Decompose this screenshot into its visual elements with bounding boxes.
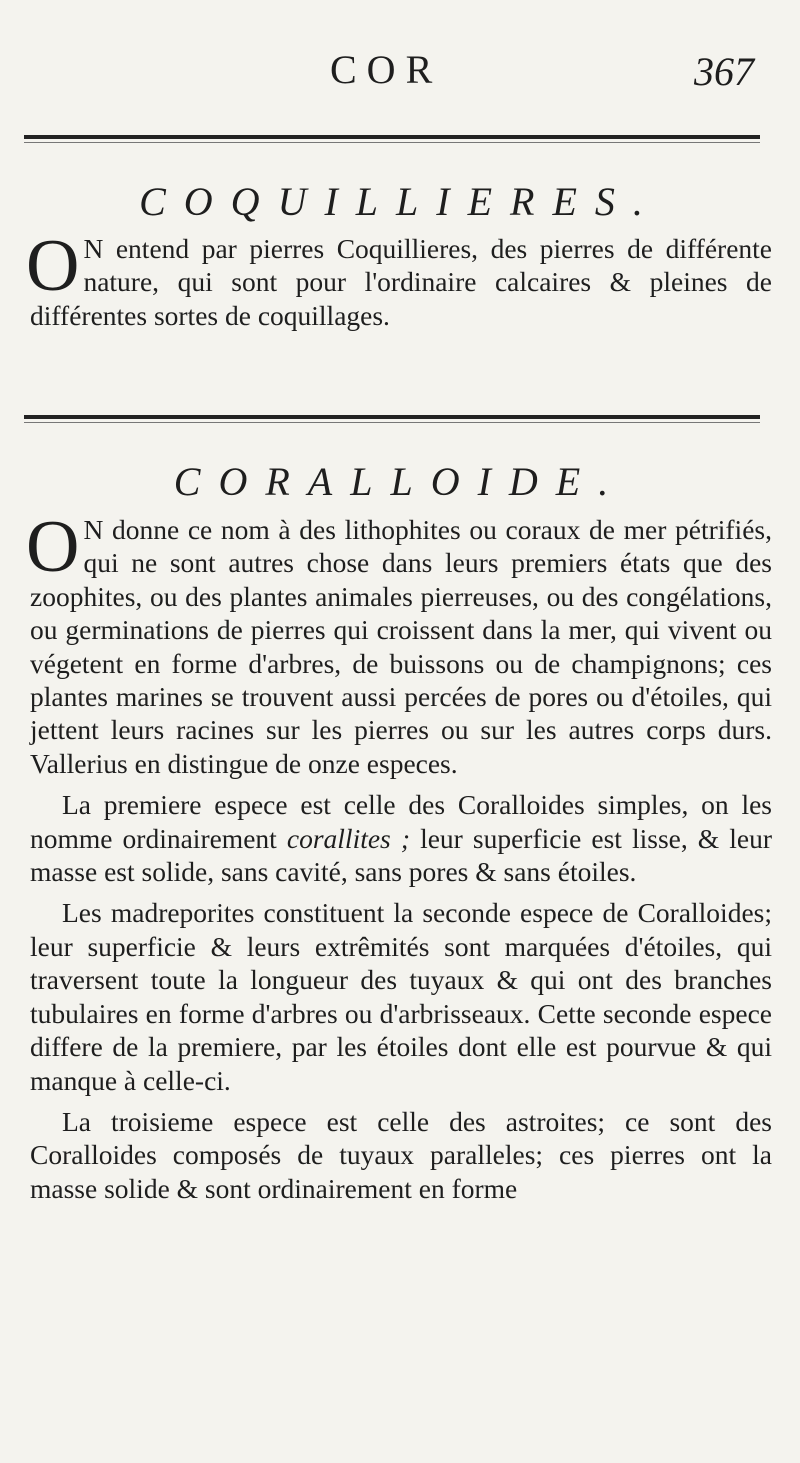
page-number: 367 [694, 49, 754, 94]
section-rule [24, 135, 760, 139]
paragraph [30, 788, 772, 888]
paragraph [26, 506, 772, 780]
entry-body-coralloide [26, 506, 773, 1205]
paragraph [30, 896, 772, 1096]
entry-title-coquillieres: COQUILLIERES. [139, 179, 661, 224]
running-head [0, 38, 800, 98]
running-head-word: COR [330, 47, 443, 92]
paragraph [26, 225, 772, 332]
paragraph-text: Les madreporites constituent la seconde espece de Coralloides; leur superficie & leurs extrêmités sont marquées d'étoiles, qui traversent toute la longueur des tuyaux & qui ont des branches tubulaires en forme d'arbres ou d'arbrisseaux. Cette seconde espece differe de la premiere, par les étoiles dont elle est pourvue & qui manque à celle-ci. [30, 897, 772, 1096]
drop-cap: O [26, 225, 80, 307]
paragraph-text: leur superficie est lisse, & leur masse est solide, sans cavité, sans pores & sans étoiles. [30, 822, 773, 888]
paragraph-text: N entend par pierres Coquillieres, des pierres de différente nature, qui sont pour l'ordinaire calcaires & pleines de différentes sortes de coquillages. [30, 233, 772, 331]
paragraph-text: La troisieme espece est celle des astroites; ce sont des Coralloides composés de tuyaux paralleles; ces pierres ont la masse solide & sont ordinairement en forme [30, 1105, 772, 1204]
italic-term: corallites ; [286, 822, 410, 854]
entry-title-coralloide: CORALLOIDE. [173, 459, 627, 504]
entry-body-coquillieres [26, 225, 772, 332]
section-rule [24, 415, 760, 419]
paragraph [30, 1105, 772, 1205]
paragraph-text: La premiere espece est celle des Coralloides simples, on les nomme ordinairement [30, 789, 772, 854]
drop-cap: O [26, 506, 80, 588]
paragraph-text: N donne ce nom à des lithophites ou coraux de mer pétrifiés, qui ne sont autres chose dans leurs premiers états que des zoophites, ou des plantes animales pierreuses, ou des congélations, ou germinations de pierres qui croissent dans la mer, qui vivent ou végetent en forme d'arbres, de buissons ou de champignons; ces plantes marines se trouvent aussi percées de pores ou d'étoiles, qui jettent leurs racines sur les pierres ou sur les autres corps durs. Vallerius en distingue de onze especes. [30, 514, 772, 779]
